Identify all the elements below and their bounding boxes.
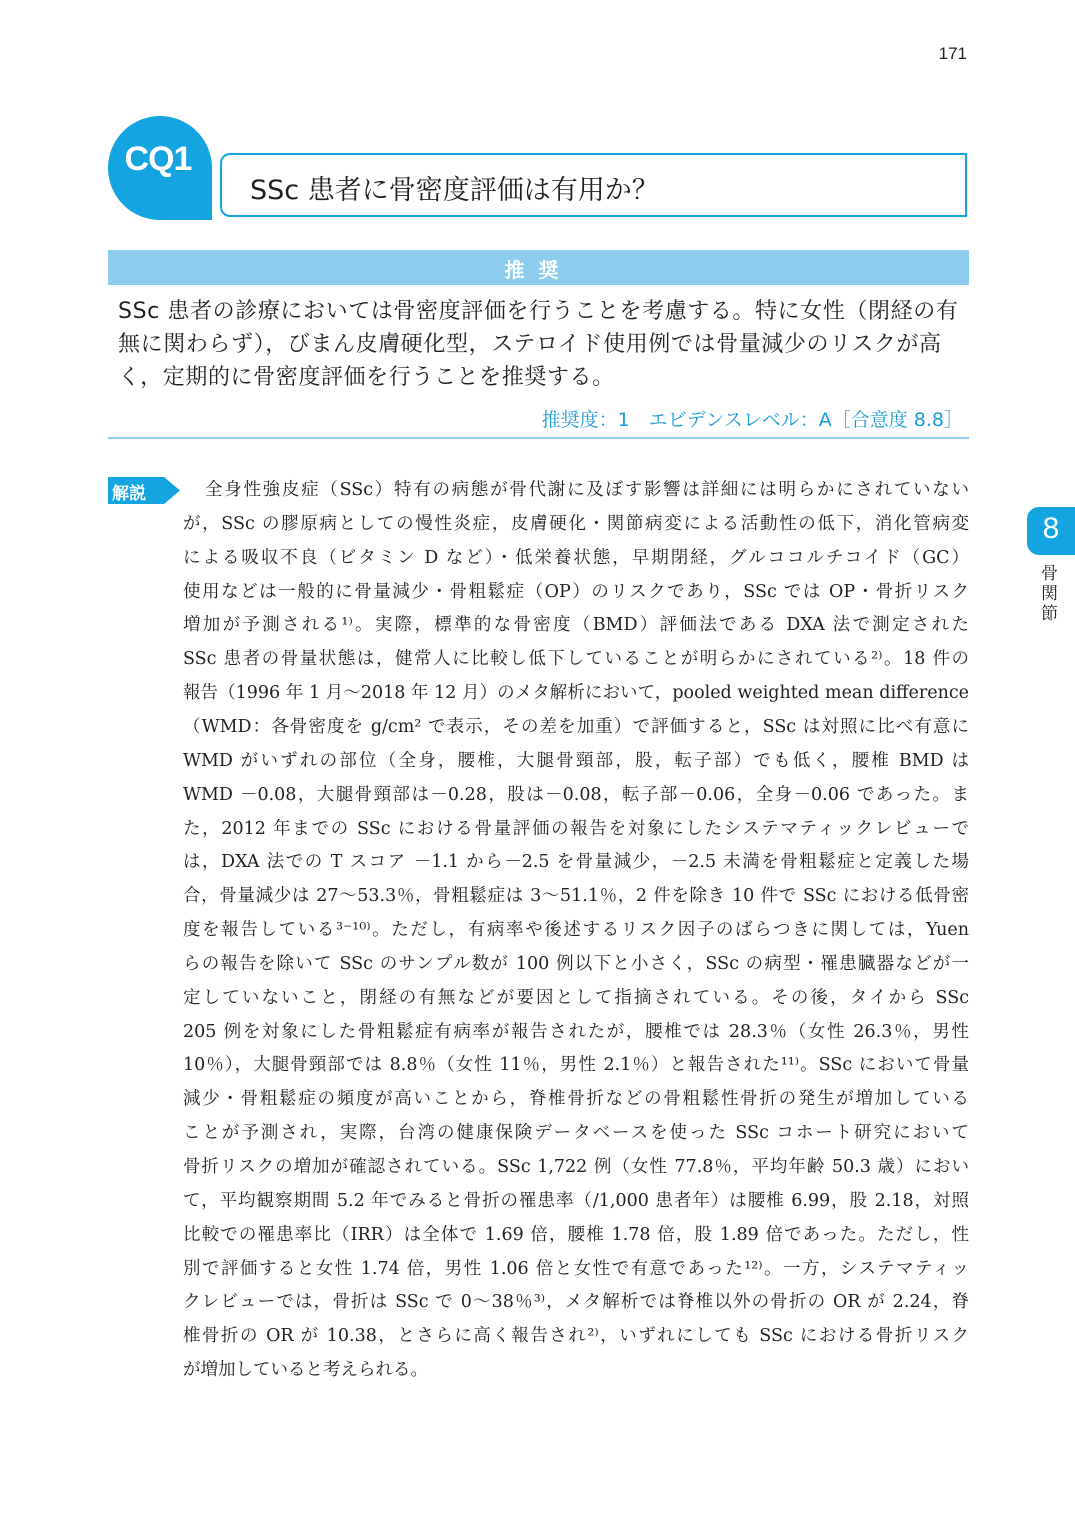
commentary-line: ことが予測され，実際，台湾の健康保険データベースを使った SSc コホート研究において [183, 1123, 969, 1144]
commentary-label: 解説 [112, 484, 146, 504]
commentary-line: 報告（1996 年 1 月～2018 年 12 月）のメタ解析において，pooled weighted mean difference [183, 683, 969, 704]
commentary-line: 骨折リスクの増加が確認されている。SSc 1,722 例（女性 77.8％，平均年齢 50.3 歳）におい [183, 1157, 969, 1177]
commentary-line: WMD がいずれの部位（全身，腰椎，大腿骨頸部，股，転子部）でも低く，腰椎 BMD は [183, 750, 969, 771]
chapter-number: 8 [1042, 512, 1060, 545]
commentary-line: 全身性強皮症（SSc）特有の病態が骨代謝に及ぼす影響は詳細には明らかにされていない [205, 480, 969, 500]
commentary-line: 椎骨折の OR が 10.38，とさらに高く報告され²⁾，いずれにしても SSc における骨折リスク [183, 1326, 969, 1347]
commentary-line: が増加していると考えられる。 [183, 1360, 428, 1381]
recommendation-grade: 推奨度：1 エビデンスレベル：A［合意度 8.8］ [541, 409, 963, 431]
commentary-line: らの報告を除いて SSc のサンプル数が 100 例以下と小さく，SSc の病型・罹患臓器などが一 [183, 953, 969, 974]
cq-label: CQ1 [124, 140, 192, 178]
page-number: 171 [938, 44, 967, 63]
commentary-line: SSc 患者の骨量状態は，健常人に比較し低下していることが明らかにされている²⁾。18 件の [183, 649, 969, 670]
recommendation-label: 推奨 [504, 258, 573, 282]
commentary-line: 別で評価すると女性 1.74 倍，男性 1.06 倍と女性で有意であった¹²⁾。一方，システマティッ [183, 1258, 969, 1279]
commentary-line: は，DXA 法での T スコア －1.1 から－2.5 を骨量減少，－2.5 未満を骨粗鬆症と定義した場 [183, 852, 969, 873]
commentary-line: た，2012 年までの SSc における骨量評価の報告を対象にしたシステマティックレビューで [183, 818, 969, 839]
commentary-line: 合，骨量減少は 27～53.3％，骨粗鬆症は 3～51.1％，2 件を除き 10 件で SSc における低骨密 [183, 886, 969, 907]
commentary-line: 使用などは一般的に骨量減少・骨粗鬆症（OP）のリスクであり，SSc では OP・骨折リスク [183, 581, 969, 602]
recommendation-line: 無に関わらず），びまん皮膚硬化型，ステロイド使用例では骨量減少のリスクが高 [118, 332, 942, 357]
commentary-line: （WMD：各骨密度を g/cm² で表示，その差を加重）で評価すると，SSc は対照に比べ有意に [183, 716, 969, 737]
page-title: SSc 患者に骨密度評価は有用か？ [250, 175, 659, 206]
commentary-line: WMD －0.08，大腿骨頸部は－0.28，股は－0.08，転子部－0.06，全身－0.06 であった。ま [183, 784, 969, 805]
chapter-name: 骨関節 [1041, 564, 1058, 624]
commentary-line: 増加が予測される¹⁾。実際，標準的な骨密度（BMD）評価法である DXA 法で測定された [183, 615, 969, 636]
commentary-line: 比較での罹患率比（IRR）は全体で 1.69 倍，腰椎 1.78 倍，股 1.89 倍であった。ただし，性 [183, 1224, 969, 1245]
commentary-line: が，SSc の膠原病としての慢性炎症，皮膚硬化・関節病変による活動性の低下，消化管病変 [183, 513, 969, 534]
commentary-line: 減少・骨粗鬆症の頻度が高いことから，脊椎骨折などの骨粗鬆性骨折の発生が増加している [183, 1089, 969, 1110]
commentary-line: 定していないこと，閉経の有無などが要因として指摘されている。その後，タイから SSc [183, 987, 969, 1008]
commentary-line: クレビューでは，骨折は SSc で 0～38％³⁾，メタ解析では脊椎以外の骨折の OR が 2.24，脊 [183, 1292, 969, 1313]
commentary-line: による吸収不良（ビタミン D など）・低栄養状態，早期閉経，グルココルチコイド（GC） [183, 547, 969, 568]
commentary-line: て，平均観察期間 5.2 年でみると骨折の罹患率（/1,000 患者年）は腰椎 6.99，股 2.18，対照 [183, 1190, 969, 1211]
commentary-line: 10％），大腿骨頸部では 8.8％（女性 11％，男性 2.1％）と報告された¹¹⁾。SSc において骨量 [183, 1055, 969, 1076]
commentary-line: 度を報告している³⁻¹⁰⁾。ただし，有病率や後述するリスク因子のばらつきに関しては，Yuen [183, 920, 969, 941]
recommendation-divider [108, 437, 969, 439]
recommendation-line: く，定期的に骨密度評価を行うことを推奨する。 [118, 365, 615, 390]
recommendation-line: SSc 患者の診療においては骨密度評価を行うことを考慮する。特に女性（閉経の有 [118, 299, 959, 324]
commentary-line: 205 例を対象にした骨粗鬆症有病率が報告されたが，腰椎では 28.3％（女性 26.3％，男性 [183, 1021, 969, 1042]
